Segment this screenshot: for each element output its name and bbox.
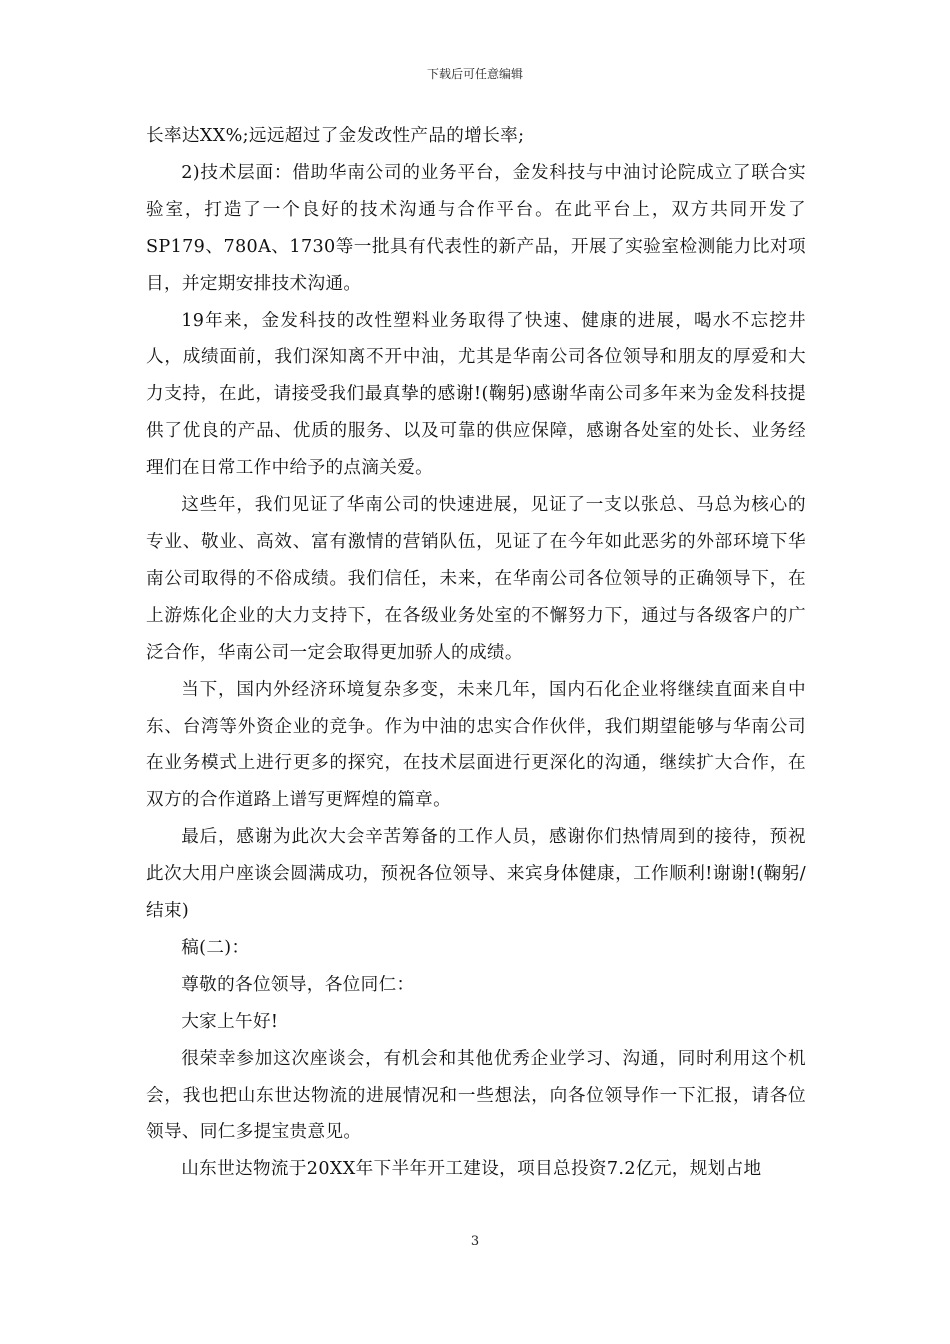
paragraph-continuation: 长率达XX%;远远超过了金发改性产品的增长率; [146, 126, 525, 146]
paragraph-19-years: 19年来，金发科技的改性塑料业务取得了快速、健康的进展，喝水不忘挖井人，成绩面前，我们深知离不开中油，尤其是华南公司各位领导和朋友的厚爱和大力支持，在此，请接受我们最真挚的感谢!(鞠躬)感谢华南公司多年来为金发科技提供了优良的产品、优质的服务、以及可靠的供应保障，感谢各处室的处长、业务经理们在日常工作中给予的点滴关爱。 [146, 310, 806, 479]
paragraph-greeting: 大家上午好! [181, 1011, 279, 1032]
paragraph-technical-level: 2)技术层面：借助华南公司的业务平台，金发科技与中油讨论院成立了联合实验室，打造了一个良好的技术沟通与合作平台。在此平台上，双方共同开发了SP179、780A、1730等一批具有代表性的新产品，开展了实验室检测能力比对项目，并定期安排技术沟通。 [146, 162, 806, 294]
paragraph-closing-thanks: 最后，感谢为此次大会辛苦筹备的工作人员，感谢你们热情周到的接待，预祝此次大用户座谈会圆满成功，预祝各位领导、来宾身体健康，工作顺利!谢谢!(鞠躬/结束) [146, 827, 806, 922]
document-body [146, 118, 806, 1188]
paragraph-company-overview: 山东世达物流于20XX年下半年开工建设，项目总投资7.2亿元，规划占地 [181, 1159, 762, 1180]
paragraph-outlook: 当下，国内外经济环境复杂多变，未来几年，国内石化企业将继续直面来自中东、台湾等外资企业的竞争。作为中油的忠实合作伙伴，我们期望能够与华南公司在业务模式上进行更多的探究，在技术层面进行更深化的沟通，继续扩大合作，在双方的合作道路上谱写更辉煌的篇章。 [146, 679, 806, 811]
paragraph-witness: 这些年，我们见证了华南公司的快速进展，见证了一支以张总、马总为核心的专业、敬业、高效、富有激情的营销队伍，见证了在今年如此恶劣的外部环境下华南公司取得的不俗成绩。我们信任，未来，在华南公司各位领导的正确领导下，在上游炼化企业的大力支持下，在各级业务处室的不懈努力下，通过与各级客户的广泛合作，华南公司一定会取得更加骄人的成绩。 [146, 495, 806, 663]
page-header: 下载后可任意编辑 [426, 67, 523, 81]
page-number: 3 [470, 1234, 480, 1249]
paragraph-salutation: 尊敬的各位领导，各位同仁： [181, 974, 415, 995]
paragraph-draft-two-heading: 稿(二)： [181, 937, 250, 958]
paragraph-introduction: 很荣幸参加这次座谈会，有机会和其他优秀企业学习、沟通，同时利用这个机会，我也把山东世达物流的进展情况和一些想法，向各位领导作一下汇报，请各位领导、同仁多提宝贵意见。 [146, 1048, 806, 1143]
